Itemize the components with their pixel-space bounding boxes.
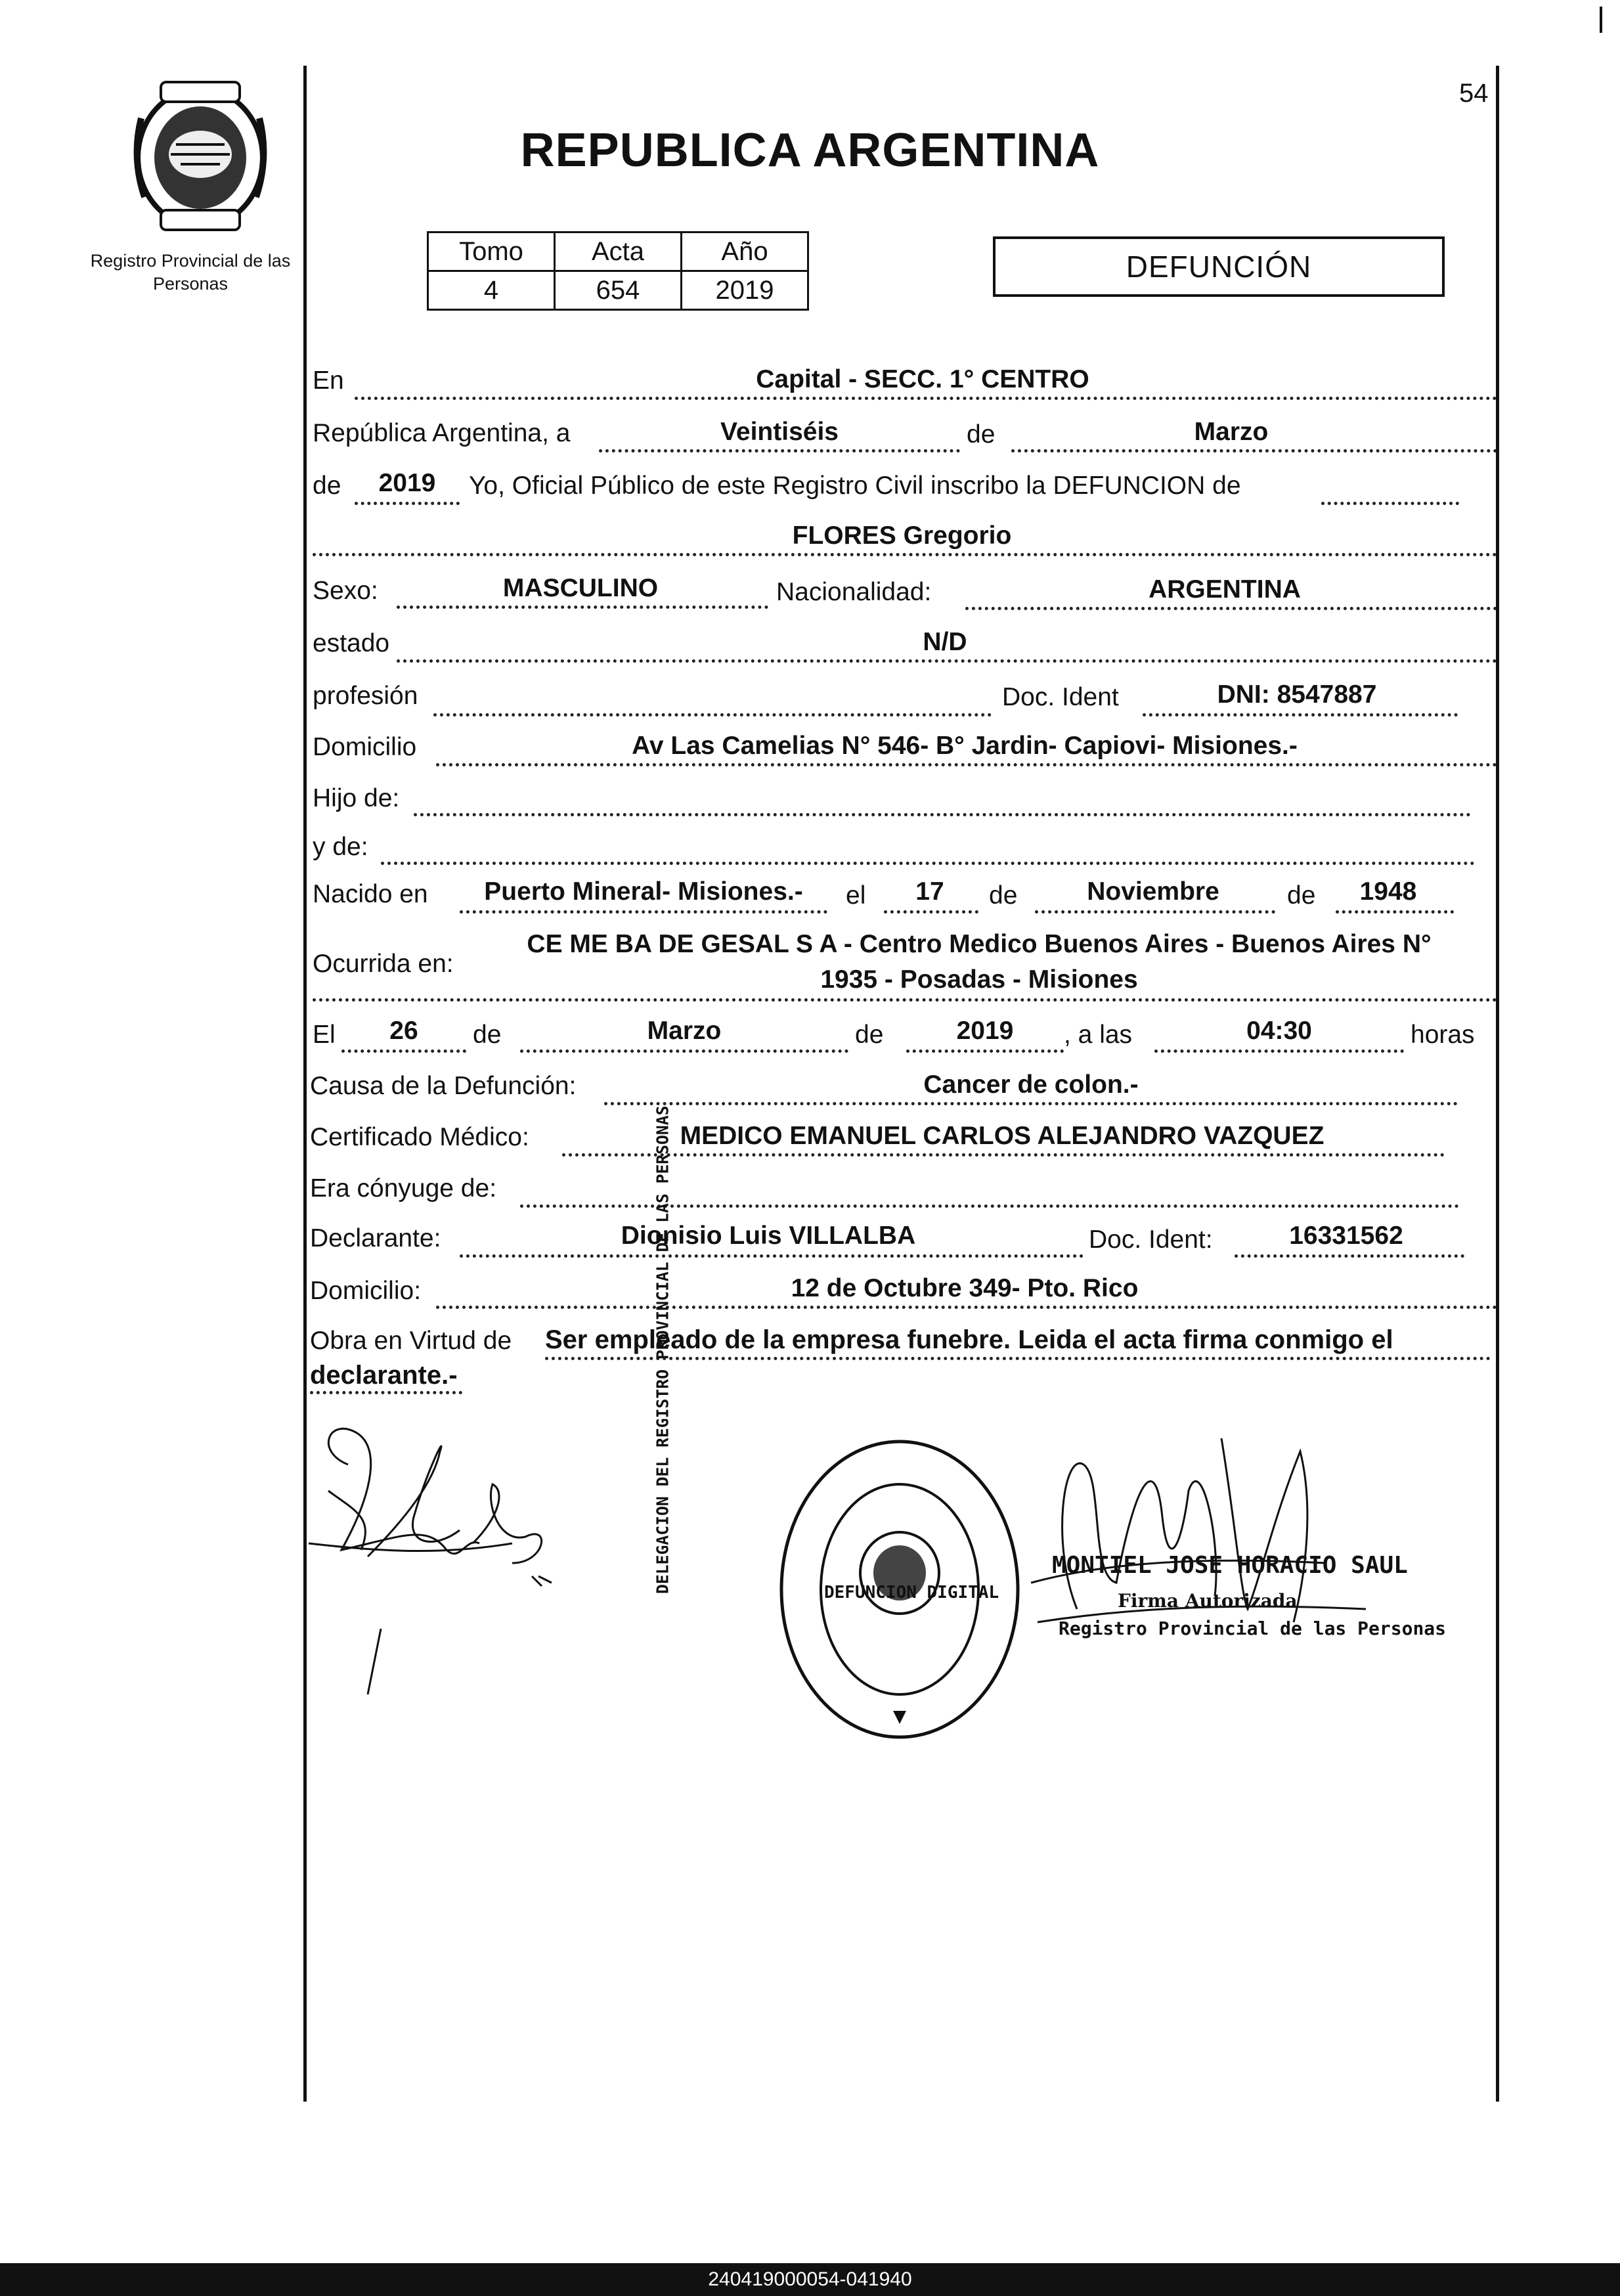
def-dia-line [341,1049,466,1053]
nacido-en-line [460,910,827,914]
document-type: DEFUNCIÓN [993,236,1445,297]
en-label: En [313,366,344,395]
hijo-de-label: Hijo de: [313,784,400,812]
def-dia-value: 26 [389,1017,418,1045]
dia-line [599,449,960,453]
hijo-de-line [414,813,1471,816]
el-label: el [846,881,866,910]
ocurrida-en-label: Ocurrida en: [313,950,454,978]
domicilio-value: Av Las Camelias N° 546- B° Jardin- Capiovi- Misiones.- [632,732,1298,760]
right-margin-line [1496,66,1499,2102]
y-de-line [381,862,1475,865]
def-hora-line [1154,1049,1404,1053]
nac-anio-line [1336,910,1454,914]
mes-line [1011,449,1497,453]
name-line [313,553,1497,556]
doc-value: DNI: 8547887 [1217,680,1377,709]
conyuge-label: Era cónyuge de: [310,1174,497,1203]
nacionalidad-value: ARGENTINA [1149,575,1301,604]
declarant-signature [302,1412,617,1701]
de-label-3: de [989,881,1018,910]
sexo-value: MASCULINO [502,574,659,602]
certificado-label: Certificado Médico: [310,1123,529,1151]
left-margin-line [303,66,307,2102]
def-hora-value: 04:30 [1246,1017,1312,1045]
doc-ident-label-2: Doc. Ident: [1089,1225,1213,1254]
causa-line [604,1102,1458,1105]
obra-value-1: Ser empleado de la empresa funebre. Leida el acta firma conmigo el [545,1325,1393,1354]
profesion-line [433,713,992,717]
ocurrida-line [313,998,1497,1002]
official-name: MONTIEL JOSE HORACIO SAUL [1052,1552,1408,1579]
page-number: 54 [1459,79,1489,108]
certificado-line [562,1153,1445,1157]
obra-value-2: declarante.- [310,1361,458,1390]
yo-oficial-text: Yo, Oficial Público de este Registro Civil inscribo la DEFUNCION de [469,472,1241,500]
ocurrida-value-1: CE ME BA DE GESAL S A - Centro Medico Buenos Aires - Buenos Aires N° [527,930,1432,958]
document-code: 240419000054-041940 [0,2263,1620,2296]
def-mes-line [520,1049,848,1053]
official-role: Firma Autorizada [1118,1590,1298,1612]
horas-label: horas [1411,1021,1475,1049]
declarante-line [460,1254,1084,1258]
domicilio-line [436,763,1497,766]
anio-line [355,502,460,505]
obra-line-1 [545,1357,1491,1360]
nacido-en-value: Puerto Mineral- Misiones.- [484,877,803,906]
official-registry: Registro Provincial de las Personas [1059,1618,1447,1639]
lugar-value: Capital - SECC. 1° CENTRO [756,365,1089,393]
domicilio-label: Domicilio [313,733,417,761]
nac-dia-line [884,910,978,914]
tomo-header: Tomo [428,232,555,271]
nac-anio-value: 1948 [1359,877,1417,906]
profesion-label: profesión [313,682,418,710]
declarante-value: Dionisio Luis VILLALBA [621,1222,916,1250]
def-mes-value: Marzo [647,1017,722,1045]
anio-value-text: 2019 [378,469,436,497]
tomo-value: 4 [428,271,555,310]
ocurrida-value-2: 1935 - Posadas - Misiones [820,965,1138,994]
doc-ident-label: Doc. Ident [1002,683,1119,711]
estado-label: estado [313,629,390,657]
declarante-doc-line [1235,1254,1464,1258]
y-de-label: y de: [313,833,368,861]
nac-mes-line [1035,910,1275,914]
de-label-2: de [313,472,341,500]
anio-value: 2019 [682,271,808,310]
a-las-label: , a las [1064,1021,1133,1049]
def-anio-value: 2019 [956,1017,1014,1045]
mes-value: Marzo [1194,418,1269,446]
dia-value: Veintiséis [720,418,839,446]
sexo-line [397,606,768,609]
causa-label: Causa de la Defunción: [310,1072,577,1100]
obra-line-2 [310,1391,462,1394]
yo-oficial-line [1321,502,1459,505]
nacido-en-label: Nacido en [313,880,428,908]
certificado-value: MEDICO EMANUEL CARLOS ALEJANDRO VAZQUEZ [680,1122,1324,1150]
deceased-name: FLORES Gregorio [792,521,1012,550]
page-title: REPUBLICA ARGENTINA [520,124,1100,177]
estado-line [397,659,1497,663]
sexo-label: Sexo: [313,577,378,605]
declarante-label: Declarante: [310,1224,441,1252]
stamp-inner-text: DEFUNCION DIGITAL [824,1583,999,1602]
causa-value: Cancer de colon.- [923,1071,1139,1099]
doc-line [1143,713,1458,717]
anio-header: Año [682,232,808,271]
domicilio-label-2: Domicilio: [310,1277,422,1305]
estado-value: N/D [923,628,967,656]
republica-label: República Argentina, a [313,419,571,447]
declarante-domicilio-value: 12 de Octubre 349- Pto. Rico [791,1274,1139,1302]
obra-label: Obra en Virtud de [310,1327,512,1355]
nac-mes-value: Noviembre [1087,877,1219,906]
edge-mark [1600,7,1602,33]
de-label-4: de [1287,881,1316,910]
de-label-1: de [967,420,996,449]
El-label: El [313,1021,336,1049]
de-label-5: de [473,1021,502,1049]
acta-value: 654 [555,271,682,310]
lugar-line [355,397,1497,400]
declarante-domicilio-line [436,1306,1497,1309]
register-table [427,231,809,311]
registry-label: Registro Provincial de las Personas [90,251,291,294]
acta-header: Acta [555,232,682,271]
nac-dia-value: 17 [915,877,944,906]
declarante-doc-value: 16331562 [1289,1222,1403,1250]
de-label-6: de [855,1021,884,1049]
nacionalidad-line [965,607,1497,610]
nacionalidad-label: Nacionalidad: [776,578,932,606]
def-anio-line [906,1049,1064,1053]
